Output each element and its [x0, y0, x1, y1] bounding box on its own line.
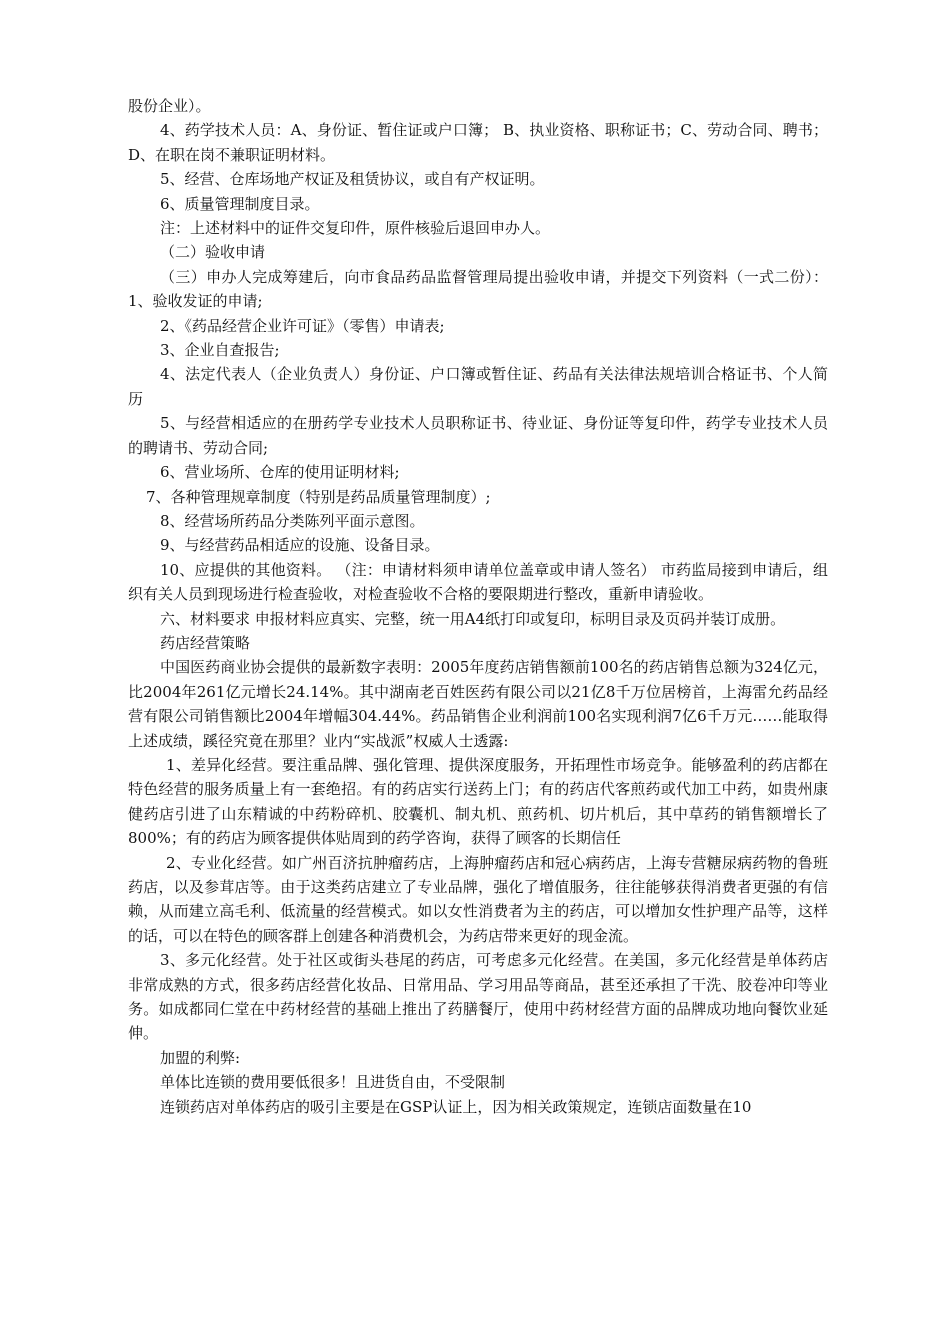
paragraph: 中国医药商业协会提供的最新数字表明：2005年度药店销售额前100名的药店销售总额为324亿元，比2004年261亿元增长24.14%。其中湖南老百姓医药有限公司以21亿8千万位居榜首，上海雷允药品经营有限公司销售额比2004年增幅304.44%。药品销售企业利润前100名实现利润7亿6千万元……能取得上述成绩，蹊径究竟在那里？业内“实战派”权威人士透露: [128, 658, 828, 750]
paragraph: 股份企业）。 [128, 97, 211, 115]
paragraph: 8、经营场所药品分类陈列平面示意图。 [160, 511, 425, 530]
paragraph: 7、各种管理规章制度（特别是药品质量管理制度）; [146, 487, 491, 506]
paragraph: 9、与经营药品相适应的设施、设备目录。 [160, 536, 440, 555]
paragraph: 10、应提供的其他资料。 （注：申请材料须申请单位盖章或申请人签名） 市药监局接到申请后，组织有关人员到现场进行检查验收，对检查验收不合格的要限期进行整改，重新申请验收。 [128, 560, 828, 604]
paragraph: 5、与经营相适应的在册药学专业技术人员职称证书、待业证、身份证等复印件，药学专业技术人员的聘请书、劳动合同; [128, 414, 828, 457]
paragraph: 2、专业化经营。如广州百济抗肿瘤药店，上海肿瘤药店和冠心病药店，上海专营糖尿病药物的鲁班药店，以及参茸店等。由于这类药店建立了专业品牌，强化了增值服务，往往能够获得消费者更强的有信赖，从而建立高毛利、低流量的经营模式。如以女性消费者为主的药店，可以增加女性护理产品等，这样的话，可以在特色的顾客群上创建各种消费机会，为药店带来更好的现金流。 [128, 853, 828, 945]
paragraph: （三）申办人完成筹建后，向市食品药品监督管理局提出验收申请，并提交下列资料（一式二份）：1、验收发证的申请; [128, 267, 828, 311]
paragraph: 6、质量管理制度目录。 [160, 194, 320, 213]
section-heading: 药店经营策略 [160, 633, 251, 652]
paragraph: 5、经营、仓库场地产权证及租赁协议，或自有产权证明。 [160, 170, 545, 189]
paragraph: 4、药学技术人员：A、身份证、暂住证或户口簿； B、执业资格、职称证书；C、劳动合同、聘书；D、在职在岗不兼职证明材料。 [128, 121, 828, 164]
paragraph: 注：上述材料中的证件交复印件，原件核验后退回申办人。 [160, 219, 551, 238]
paragraph: 六、材料要求 申报材料应真实、完整，统一用A4纸打印或复印，标明目录及页码并装订成册。 [160, 609, 786, 628]
document-body [128, 94, 828, 1119]
paragraph: 4、法定代表人（企业负责人）身份证、户口簿或暂住证、药品有关法律法规培训合格证书、个人简历 [128, 365, 828, 408]
paragraph: 2、《药品经营企业许可证》（零售）申请表; [160, 316, 445, 335]
paragraph: 6、营业场所、仓库的使用证明材料; [160, 463, 400, 482]
paragraph: 3、多元化经营。处于社区或街头巷尾的药店，可考虑多元化经营。在美国，多元化经营是单体药店非常成熟的方式，很多药店经营化妆品、日常用品、学习用品等商品，甚至还承担了干洗、胶卷冲印等业务。如成都同仁堂在中药材经营的基础上推出了药膳餐厅，使用中药材经营方面的品牌成功地向餐饮业延伸。 [128, 951, 828, 1043]
section-heading: 加盟的利弊: [160, 1048, 241, 1067]
section-heading: （二）验收申请 [160, 243, 266, 262]
paragraph: 连锁药店对单体药店的吸引主要是在GSP认证上，因为相关政策规定，连锁店面数量在10 [160, 1097, 752, 1116]
paragraph: 单体比连锁的费用要低很多！且进货自由，不受限制 [160, 1073, 506, 1092]
paragraph: 3、企业自查报告; [160, 341, 280, 360]
paragraph: 1、差异化经营。要注重品牌、强化管理、提供深度服务，开拓理性市场竞争。能够盈利的药店都在特色经营的服务质量上有一套绝招。有的药店实行送药上门；有的药店代客煎药或代加工中药，如贵州康健药店引进了山东精诚的中药粉碎机、胶囊机、制丸机、煎药机、切片机后，其中草药的销售额增长了800%；有的药店为顾客提供体贴周到的药学咨询，获得了顾客的长期信任 [128, 755, 828, 848]
